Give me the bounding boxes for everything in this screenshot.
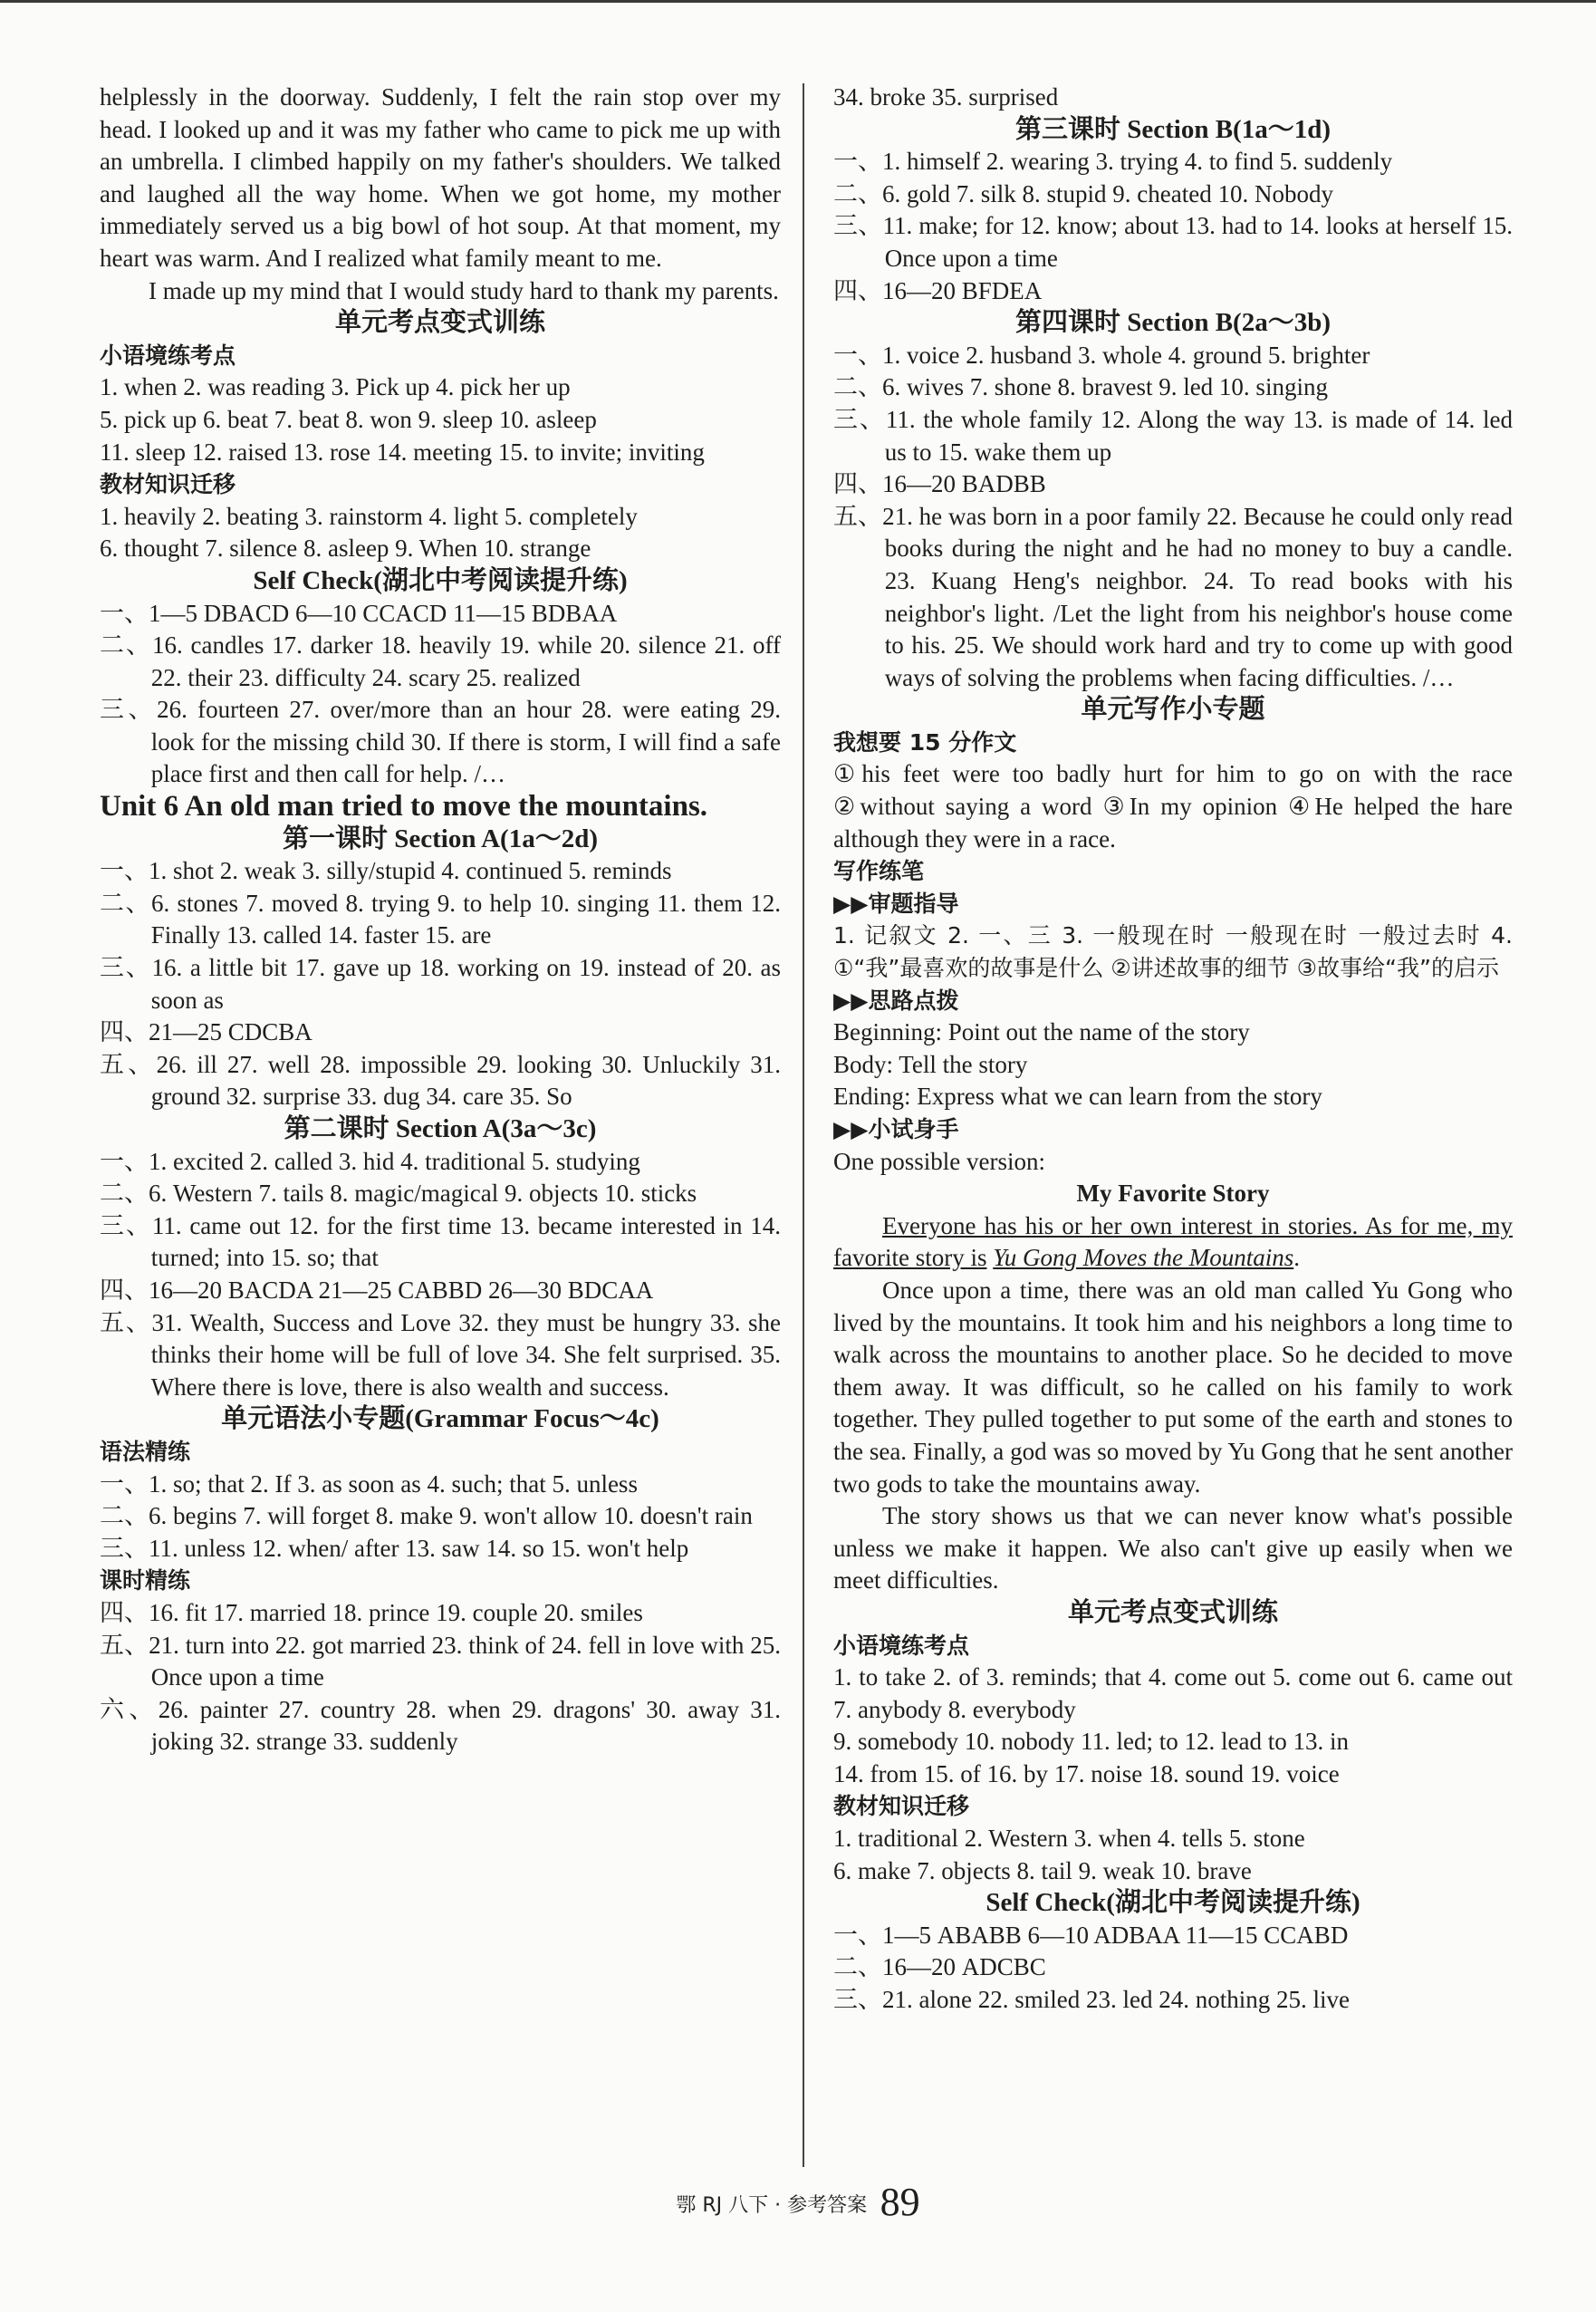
subheading: 课时精练 <box>100 1567 191 1594</box>
answer-group: 四、16—20 BACDA 21—25 CABBD 26—30 BDCAA <box>100 1276 654 1304</box>
story-title-italic: Yu Gong Moves the Mountains <box>993 1244 1294 1272</box>
answer-group: 五、21. he was born in a poor family 22. Because he could only read books during the night and he had no money to buy a candle. 23. Kuang Heng's neighbor. 24. To read books with his neighbor's light. /Let the light from his neighbor's house come to his. 25. We should work hard and try to come up with good ways of solving the problems when facing difficulties. /… <box>833 502 1513 691</box>
answer-line: 1. when 2. was reading 3. Pick up 4. pick her up <box>100 373 571 401</box>
answer-group: 五、21. turn into 22. got married 23. think of 24. fell in love with 25. Once upon a time <box>100 1631 781 1691</box>
section-heading: 单元写作小专题 <box>1081 695 1265 725</box>
essay-title: My Favorite Story <box>1076 1180 1270 1208</box>
section-heading: 单元考点变式训练 <box>1067 1597 1278 1627</box>
answer-group: 二、6. begins 7. will forget 8. make 9. won't allow 10. doesn't rain <box>100 1502 753 1530</box>
subheading: ▶▶审题指导 <box>833 890 959 917</box>
answer-line: 1. to take 2. of 3. reminds; that 4. come out 5. come out 6. came out 7. anybody 8. everybody <box>833 1663 1513 1723</box>
right-column <box>833 82 1513 2017</box>
paragraph: ①his feet were too badly hurt for him to go on with the race ②without saying a word ③In my opinion ④He helped the hare although they were in a race. <box>833 760 1513 853</box>
top-rule <box>0 0 1596 3</box>
footer-label: 鄂 RJ 八下 · 参考答案 <box>676 2194 868 2217</box>
answer-group: 一、1—5 DBACD 6—10 CCACD 11—15 BDBAA <box>100 599 618 627</box>
answer-group: 五、26. ill 27. well 28. impossible 29. looking 30. Unluckily 31. ground 32. surprise 33. dug 34. care 35. So <box>100 1050 781 1111</box>
subheading: 我想要 15 分作文 <box>833 728 1017 756</box>
answer-group: 四、21—25 CDCBA <box>100 1018 312 1046</box>
column-divider <box>803 83 804 2167</box>
answer-group: 二、16. candles 17. darker 18. heavily 19. while 20. silence 21. off 22. their 23. difficulty 24. scary 25. realized <box>100 631 781 691</box>
subheading: 语法精练 <box>100 1438 191 1465</box>
subheading: ▶▶小试身手 <box>833 1116 959 1142</box>
subheading: 小语境练考点 <box>833 1632 970 1659</box>
answer-line: 9. somebody 10. nobody 11. led; to 12. lead to 13. in <box>833 1728 1349 1756</box>
answer-group: 二、6. stones 7. moved 8. trying 9. to help 10. singing 11. them 12. Finally 13. called 14. faster 15. are <box>100 889 781 949</box>
section-heading: 第二课时 Section A(3a～3c) <box>284 1114 597 1143</box>
indented-paragraph: The story shows us that we can never know what's possible unless we make it happen. We also can't give up easily when we meet difficulties. <box>833 1502 1513 1594</box>
section-heading: Self Check(湖北中考阅读提升练) <box>985 1888 1360 1918</box>
answer-group: 四、16—20 BFDEA <box>833 276 1043 304</box>
answer-group: 一、1. excited 2. called 3. hid 4. traditional 5. studying <box>100 1147 640 1175</box>
section-heading: 第一课时 Section A(1a～2d) <box>282 824 598 853</box>
answer-group: 三、11. make; for 12. know; about 13. had to 14. looks at herself 15. Once upon a time <box>833 212 1513 272</box>
page-number: 89 <box>880 2180 920 2224</box>
answer-group: 一、1. so; that 2. If 3. as soon as 4. such; that 5. unless <box>100 1469 638 1498</box>
answer-line: 6. make 7. objects 8. tail 9. weak 10. brave <box>833 1856 1252 1884</box>
section-heading: 第三课时 Section B(1a～1d) <box>1014 114 1331 144</box>
answer-group: 二、6. gold 7. silk 8. stupid 9. cheated 10. Nobody <box>833 179 1333 207</box>
answer-line: 14. from 15. of 16. by 17. noise 18. sound 19. voice <box>833 1759 1340 1787</box>
answer-group: 三、26. fourteen 27. over/more than an hour 28. were eating 29. look for the missing child 30. If there is storm, I will find a safe place first and then call for help. /… <box>100 696 781 788</box>
answer-group: 二、16—20 ADCBC <box>833 1953 1046 1981</box>
answer-line: Body: Tell the story <box>833 1050 1028 1078</box>
unit-title: Unit 6 An old man tried to move the mountains. <box>100 790 708 824</box>
answer-group: 一、1. shot 2. weak 3. silly/stupid 4. continued 5. reminds <box>100 857 672 885</box>
left-column <box>100 82 781 1758</box>
answer-group: 三、21. alone 22. smiled 23. led 24. nothing 25. live <box>833 1986 1350 2014</box>
answer-group: 二、6. wives 7. shone 8. bravest 9. led 10. singing <box>833 373 1328 401</box>
paragraph: helplessly in the doorway. Suddenly, I felt the rain stop over my head. I looked up and it was my father who came to pick me up with an umbrella. I climbed happily on my father's shoulders. We talked and laughed all the way home. When we got home, my mother immediately served us a big bowl of hot soup. At that moment, my heart was warm. And I realized what family meant to me. <box>100 83 781 272</box>
answer-line: 6. thought 7. silence 8. asleep 9. When 10. strange <box>100 535 591 563</box>
answer-group: 四、16. fit 17. married 18. prince 19. couple 20. smiles <box>100 1598 643 1626</box>
essay-opening-tail: . <box>1293 1244 1300 1272</box>
answer-group: 三、11. unless 12. when/ after 13. saw 14. so 15. won't help <box>100 1534 689 1562</box>
answer-group: 四、16—20 BADBB <box>833 470 1046 498</box>
answer-group: 二、6. Western 7. tails 8. magic/magical 9. objects 10. sticks <box>100 1180 697 1208</box>
answer-line: 5. pick up 6. beat 7. beat 8. won 9. sleep 10. asleep <box>100 405 597 433</box>
subheading: 教材知识迁移 <box>100 471 236 498</box>
section-heading: 第四课时 Section B(2a～3b) <box>1014 308 1331 338</box>
answer-line: 11. sleep 12. raised 13. rose 14. meeting 15. to invite; inviting <box>100 438 705 466</box>
subheading: 小语境练考点 <box>100 342 236 369</box>
section-heading: 单元考点变式训练 <box>334 308 545 338</box>
answer-line: 1. heavily 2. beating 3. rainstorm 4. light 5. completely <box>100 502 638 530</box>
answer-line: Beginning: Point out the name of the story <box>833 1018 1250 1046</box>
answer-group: 六、26. painter 27. country 28. when 29. dragons' 30. away 31. joking 32. strange 33. suddenly <box>100 1695 781 1756</box>
answer-group: 五、31. Wealth, Success and Love 32. they must be hungry 33. she thinks their home will be full of love 34. She felt surprised. 35. Where there is love, there is also wealth and success. <box>100 1308 781 1401</box>
subheading: 写作练笔 <box>833 858 925 885</box>
answer-group: 34. broke 35. surprised <box>833 83 1059 111</box>
answer-line: One possible version: <box>833 1147 1045 1175</box>
indented-paragraph: I made up my mind that I would study hard to thank my parents. <box>149 276 779 304</box>
subheading: ▶▶思路点拨 <box>833 987 959 1014</box>
answer-group: 三、11. the whole family 12. Along the way 13. is made of 14. led us to 15. wake them up <box>833 405 1513 466</box>
section-heading: 单元语法小专题(Grammar Focus～4c) <box>221 1404 659 1434</box>
subheading: 教材知识迁移 <box>833 1793 970 1820</box>
essay-first-paragraph <box>833 1210 1513 1275</box>
answer-group: 三、16. a little bit 17. gave up 18. working on 19. instead of 20. as soon as <box>100 954 781 1014</box>
answer-group: 三、11. came out 12. for the first time 13. became interested in 14. turned; into 15. so; that <box>100 1211 781 1272</box>
answer-line: Ending: Express what we can learn from the story <box>833 1083 1322 1111</box>
answer-group: 一、1—5 ABABB 6—10 ADBAA 11—15 CCABD <box>833 1921 1349 1949</box>
answer-group: 一、1. voice 2. husband 3. whole 4. ground 5. brighter <box>833 341 1370 369</box>
section-heading: Self Check(湖北中考阅读提升练) <box>253 565 628 595</box>
indented-paragraph: Once upon a time, there was an old man called Yu Gong who lived by the mountains. It took him and his neighbors a long time to walk across the mountains to another place. So he decided to move them away. It was difficult, so he called on his family to work together. They pulled together to put some of the earth and stones to the sea. Finally, a god was so moved by Yu Gong that he sent another two gods to take the mountains away. <box>833 1276 1513 1498</box>
answer-group: 一、1. himself 2. wearing 3. trying 4. to find 5. suddenly <box>833 148 1393 176</box>
essay-opening-text: Everyone has his or her own interest in stories. As for me, my favorite story is <box>833 1211 1513 1272</box>
page-footer <box>0 2179 1596 2225</box>
answer-line: 1. traditional 2. Western 3. when 4. tells 5. stone <box>833 1825 1305 1853</box>
writing-guide-text: 1. 记叙文 2. 一、三 3. 一般现在时 一般现在时 一般过去时 4. ①“我”最喜欢的故事是什么 ②讲述故事的细节 ③故事给“我”的启示 <box>833 922 1513 982</box>
